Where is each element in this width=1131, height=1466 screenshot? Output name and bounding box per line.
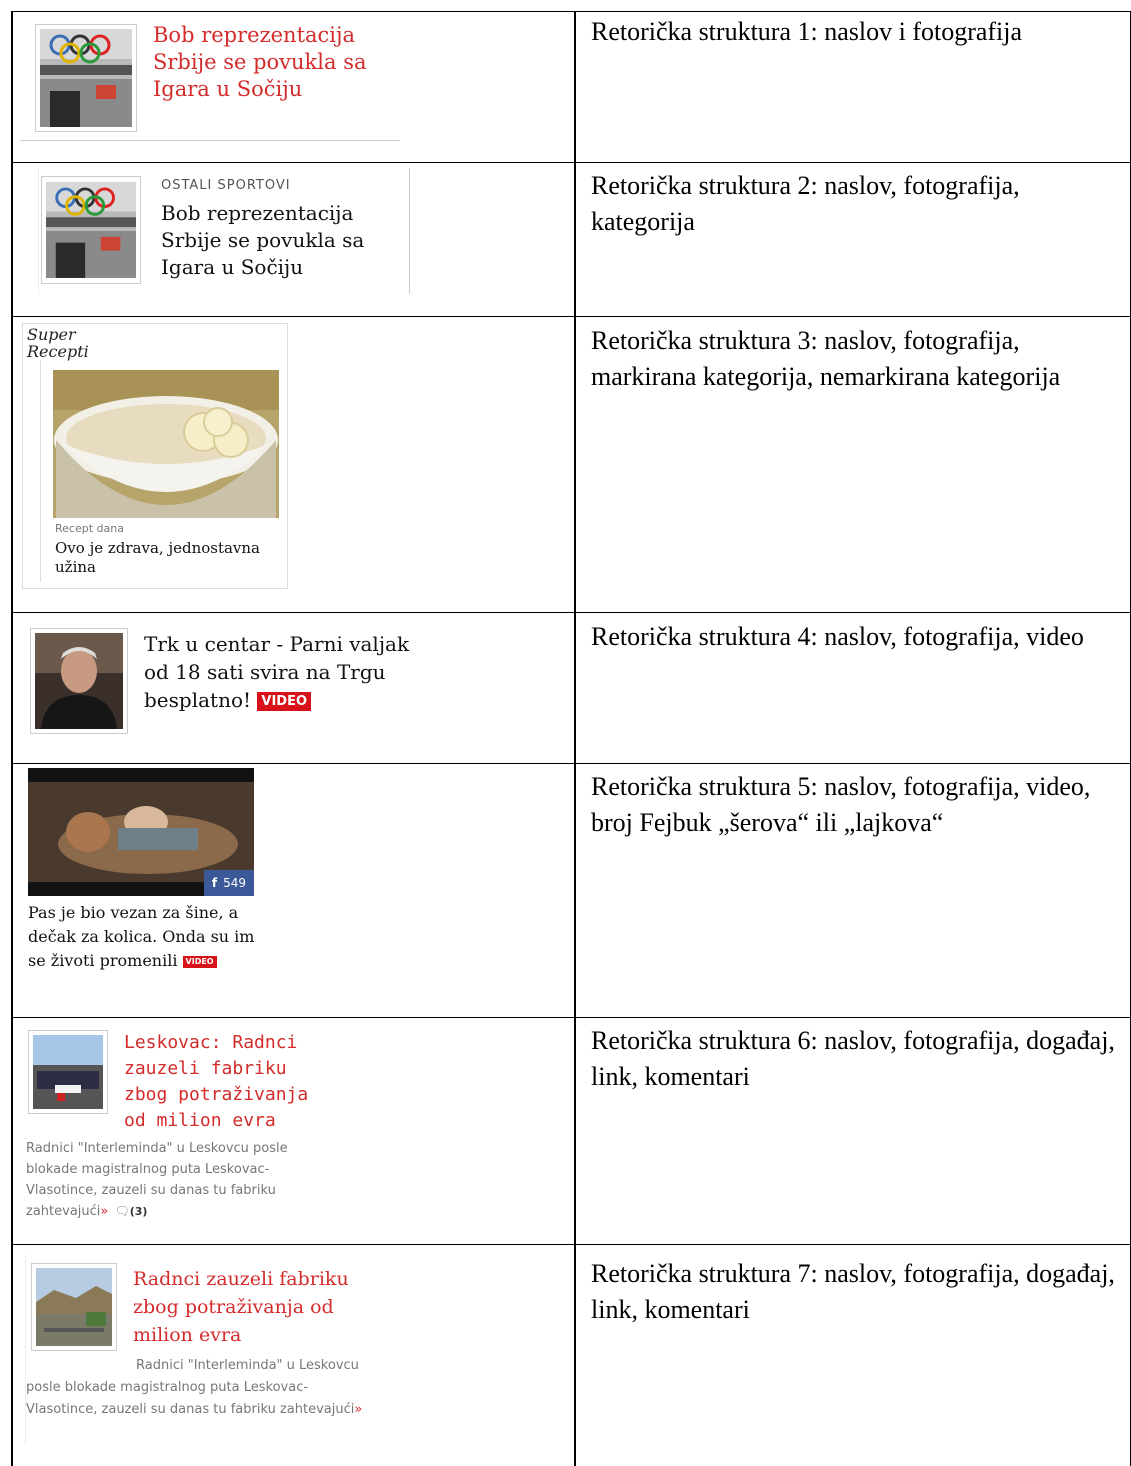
- news-headline-link[interactable]: [144, 630, 414, 714]
- facebook-count: 549: [223, 876, 247, 890]
- news-summary: [26, 1355, 376, 1421]
- table-row-border: [11, 763, 1131, 764]
- news-card-7[interactable]: [25, 1255, 381, 1445]
- news-category-label[interactable]: Recept dana: [55, 522, 124, 535]
- table-row-border: [11, 1244, 1131, 1245]
- news-headline-link[interactable]: Leskovac: Radnci zauzeli fabriku zbog potraživanja od milion evra: [124, 1032, 309, 1131]
- structure-description: Retorička struktura 1: naslov i fotografija: [591, 17, 1023, 46]
- card-left-guide: [40, 360, 41, 582]
- headline-text[interactable]: Trk u centar - Parni valjak od 18 sati svira na Trgu besplatno!: [144, 632, 410, 712]
- news-thumbnail[interactable]: [53, 370, 279, 518]
- summary-text: Radnici "Interleminda" u Leskovcu posle blokade magistralnog puta Leskovac-Vlasotince, zauzeli su danas tu fabriku zahtevajući: [26, 1358, 359, 1417]
- news-card-1[interactable]: [20, 18, 400, 141]
- workers-protest-image: [33, 1035, 103, 1109]
- news-headline-link[interactable]: [28, 901, 260, 973]
- table-row-border: [11, 11, 1131, 12]
- table-row-border: [11, 1017, 1131, 1018]
- news-card-4[interactable]: [28, 626, 418, 736]
- read-more-link[interactable]: »: [354, 1402, 363, 1417]
- structure-description: Retorička struktura 7: naslov, fotografija, događaj, link, komentari: [591, 1259, 1115, 1324]
- structure-description: Retorička struktura 4: naslov, fotografija, video: [591, 622, 1084, 651]
- structure-description: Retorička struktura 3: naslov, fotografija, markirana kategorija, nemarkirana kategorija: [591, 326, 1061, 391]
- summary-text: Radnici "Interleminda" u Leskovcu posle blokade magistralnog puta Leskovac-Vlasotince, zauzeli su danas tu fabriku zahtevajući: [26, 1141, 288, 1219]
- table-left-border: [11, 11, 13, 1466]
- structure-description: Retorička struktura 2: naslov, fotografija, kategorija: [591, 171, 1020, 236]
- news-card-2[interactable]: [38, 168, 410, 294]
- news-card-3[interactable]: [22, 323, 288, 589]
- bobsled-photo-image: [46, 181, 136, 279]
- news-headline-link[interactable]: Ovo je zdrava, jednostavna užina: [55, 539, 261, 576]
- news-thumbnail[interactable]: [41, 176, 141, 284]
- news-headline-link[interactable]: Bob reprezentacija Srbije se povukla sa Igara u Sočiju: [161, 201, 365, 279]
- read-more-link[interactable]: »: [100, 1204, 109, 1219]
- structure-description: Retorička struktura 6: naslov, fotografija, događaj, link, komentari: [591, 1026, 1115, 1091]
- facebook-share-badge[interactable]: [204, 870, 254, 896]
- video-badge: VIDEO: [257, 692, 311, 711]
- news-card-5[interactable]: [28, 768, 260, 978]
- facebook-icon: f: [211, 876, 218, 890]
- table-row-border: [11, 612, 1131, 613]
- news-category-label[interactable]: OSTALI SPORTOVI: [161, 178, 291, 193]
- news-summary: [26, 1138, 336, 1222]
- news-thumbnail[interactable]: [28, 1030, 108, 1114]
- news-headline-link[interactable]: Radnci zauzeli fabriku zbog potraživanja od milion evra: [133, 1268, 349, 1346]
- news-thumbnail[interactable]: [31, 1263, 117, 1351]
- bobsled-photo-image: [40, 29, 132, 127]
- structure-description: Retorička struktura 5: naslov, fotografija, video, broj Fejbuk „šerova“ ili „lajkova“: [591, 772, 1091, 837]
- comment-count[interactable]: (3): [129, 1205, 148, 1218]
- factory-site-image: [36, 1268, 112, 1346]
- news-thumbnail[interactable]: [28, 768, 254, 896]
- news-thumbnail[interactable]: [30, 628, 128, 734]
- table-row-border: [11, 162, 1131, 163]
- news-thumbnail[interactable]: [35, 24, 137, 132]
- table-row-border: [11, 316, 1131, 317]
- table-column-divider: [574, 11, 576, 1466]
- super-recepti-logo: Super Recepti: [27, 325, 89, 361]
- comment-icon[interactable]: 🗨: [114, 1204, 130, 1218]
- news-card-6[interactable]: [26, 1026, 346, 1219]
- video-badge: VIDEO: [183, 956, 217, 968]
- banana-porridge-image: [53, 370, 279, 518]
- news-headline-link[interactable]: Bob reprezentacija Srbije se povukla sa Igara u Sočiju: [153, 23, 367, 101]
- headline-text[interactable]: Pas je bio vezan za šine, a dečak za kolica. Onda su im se životi promenili: [28, 903, 255, 970]
- man-portrait-image: [35, 633, 123, 729]
